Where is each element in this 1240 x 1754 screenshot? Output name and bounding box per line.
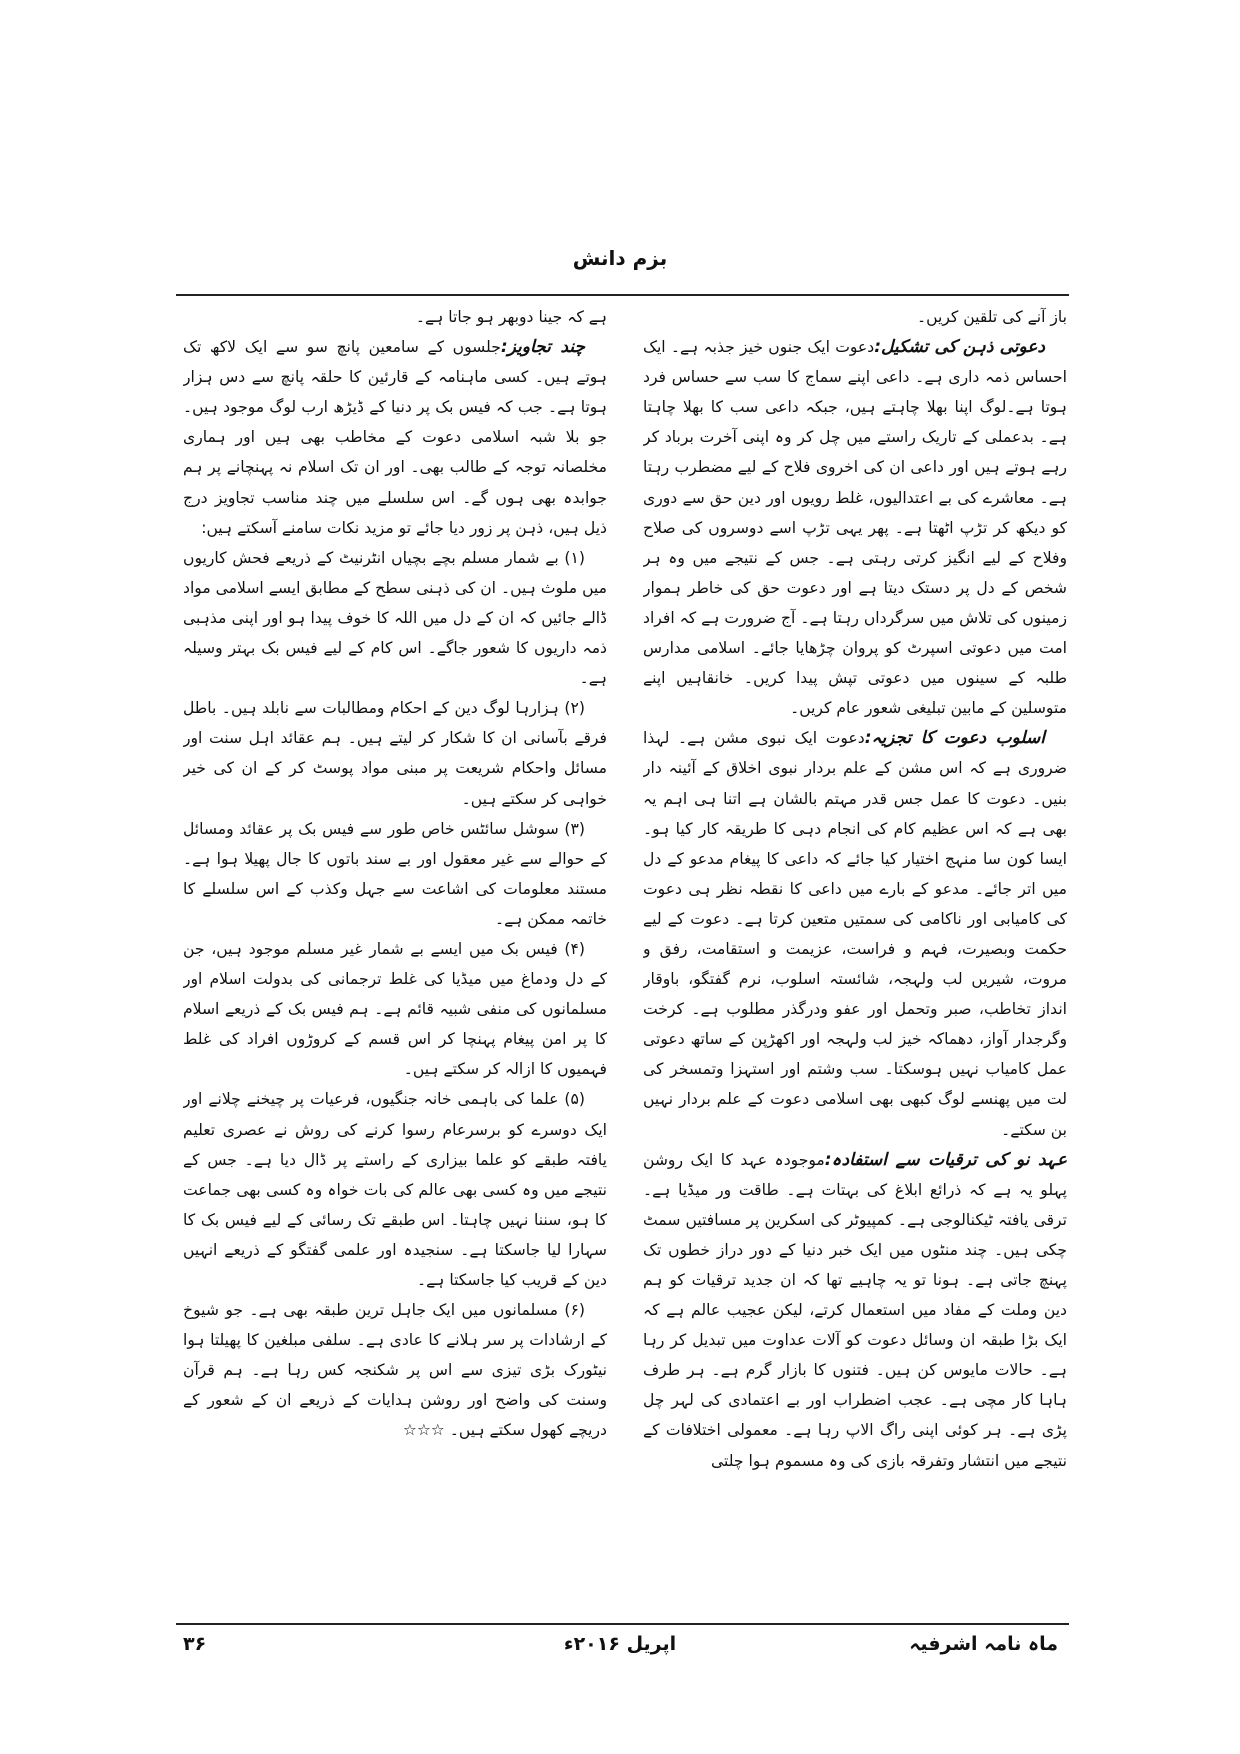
page-number: ۳۶	[183, 1633, 207, 1655]
paragraph-text: باز آنے کی تلقین کریں۔	[916, 308, 1067, 326]
header-rule	[176, 294, 1069, 296]
paragraph-text: موجودہ عہد کا ایک روشن پہلو یہ ہے کہ ذرائع ابلاغ کی بہتات ہے۔ طاقت ور میڈیا ہے۔ ترقی یافتہ ٹیکنالوجی ہے۔ کمپیوٹر کی اسکرین پر مسافتیں سمٹ چکی ہیں۔ چند منٹوں میں ایک خبر دنیا کے دور دراز خطوں تک پہنچ جاتی ہے۔ ہونا تو یہ چاہیے تھا کہ ان جدید ترقیات کو ہم دین وملت کے مفاد میں استعمال کرتے، لیکن عجیب عالم ہے کہ ایک بڑا طبقہ ان وسائل دعوت کو آلات عداوت میں تبدیل کر رہا ہے۔ حالات مایوس کن ہیں۔ فتنوں کا بازار گرم ہے۔ ہر طرف ہاہا کار مچی ہے۔ عجب اضطراب اور بے اعتمادی کی لہر چل پڑی ہے۔ ہر کوئی اپنی راگ الاپ رہا ہے۔ معمولی اختلافات کے نتیجے میں انتشار وتفرقہ بازی کی وہ مسموم ہوا چلتی	[643, 1150, 1067, 1470]
issue-date: اپریل ۲۰۱۶ء	[563, 1633, 677, 1655]
list-item-text: (۴) فیس بک میں ایسے بے شمار غیر مسلم موجود ہیں، جن کے دل ودماغ میں میڈیا کی غلط ترجمانی کی بدولت اسلام اور مسلمانوں کی منفی شبیہ قائم ہے۔ ہم فیس بک کے ذریعے اسلام کا پر امن پیغام پہنچا کر اس قسم کے کروڑوں افراد کی غلط فہمیوں کا ازالہ کر سکتے ہیں۔	[183, 939, 607, 1079]
list-item	[183, 814, 607, 934]
list-item-text: (۱) بے شمار مسلم بچے بچیاں انٹرنیٹ کے ذریعے فحش کاریوں میں ملوث ہیں۔ ان کی ذہنی سطح کے مطابق ایسے اسلامی مواد ڈالے جائیں کہ ان کے دل میں اللہ کا خوف پیدا ہو اور اپنی مذہبی ذمہ داریوں کا شعور جاگے۔ اس کام کے لیے فیس بک بہتر وسیلہ ہے۔	[183, 548, 607, 688]
paragraph-text: دعوت ایک نبوی مشن ہے۔ لہذا ضروری ہے کہ اس مشن کے علم بردار نبوی اخلاق کے آئینہ دار بنیں۔ دعوت کا عمل جس قدر مہتم بالشان ہے اتنا ہی اہم یہ بھی ہے کہ اس عظیم کام کی انجام دہی کا طریقہ کار کیا ہو۔ ایسا کون سا منہج اختیار کیا جائے کہ داعی کا پیغام مدعو کے دل میں اتر جائے۔ مدعو کے بارے میں داعی کا نقطہ نظر ہی دعوت کی کامیابی اور ناکامی کی سمتیں متعین کرتا ہے۔ دعوت کے لیے حکمت وبصیرت، فہم و فراست، عزیمت و استقامت، رفق و مروت، شیریں لب ولہجہ، شائستہ اسلوب، نرم گفتگو، باوقار انداز تخاطب، صبر وتحمل اور عفو ودرگذر مطلوب ہے۔ کرخت وگرجدار آواز، دھماکہ خیز لب ولہجہ اور اکھڑپن کے ساتھ دعوتی عمل کامیاب نہیں ہوسکتا۔ سب وشتم اور استہزا وتمسخر کی لت میں پھنسے لوگ کبھی بھی اسلامی دعوت کے علم بردار نہیں بن سکتے۔	[643, 729, 1067, 1139]
list-item-text: (۲) ہزارہا لوگ دین کے احکام ومطالبات سے نابلد ہیں۔ باطل فرقے بآسانی ان کا شکار کر لیتے ہیں۔ ہم عقائد اہل سنت اور مسائل واحکام شریعت پر مبنی مواد پوسٹ کر کے ان کی خیر خواہی کر سکتے ہیں۔	[183, 699, 607, 808]
paragraph	[183, 302, 607, 332]
list-item-text: (۳) سوشل سائٹس خاص طور سے فیس بک پر عقائد ومسائل کے حوالے سے غیر معقول اور بے سند باتوں کا جال پھیلا ہوا ہے۔ مستند معلومات کی اشاعت سے جہل وکذب کے اس سلسلے کا خاتمہ ممکن ہے۔	[183, 819, 607, 928]
paragraph	[643, 723, 1067, 1144]
list-item-text: (۵) علما کی باہمی خانہ جنگیوں، فرعیات پر چیخنے چلانے اور ایک دوسرے کو برسرعام رسوا کرنے کی روش نے عصری تعلیم یافتہ طبقے کو علما بیزاری کے راستے پر ڈال دیا ہے۔ جس کے نتیجے میں وہ کسی بھی عالم کی بات خواہ وہ کسی بھی جماعت کا ہو، سننا نہیں چاہتا۔ اس طبقے تک رسائی کے لیے فیس بک کا سہارا لیا جاسکتا ہے۔ سنجیدہ اور علمی گفتگو کے ذریعے انہیں دین کے قریب کیا جاسکتا ہے۔	[183, 1090, 607, 1289]
list-item-text: (۶) مسلمانوں میں ایک جاہل ترین طبقہ بھی ہے۔ جو شیوخ کے ارشادات پر سر ہلانے کا عادی ہے۔ سلفی مبلغین کا پھیلتا ہوا نیٹورک بڑی تیزی سے اس پر شکنجہ کس رہا ہے۔ ہم قرآن وسنت کی واضح اور روشن ہدایات کے ذریعے ان کے شعور کے دریچے کھول سکتے ہیں۔ ☆☆☆	[183, 1301, 607, 1440]
list-item	[183, 543, 607, 693]
list-item	[183, 693, 607, 813]
paragraph-heading: اسلوب دعوت کا تجزیہ:	[864, 728, 1045, 749]
footer-rule	[176, 1623, 1069, 1625]
paragraph	[643, 332, 1067, 723]
paragraph-heading: دعوتی ذہن کی تشکیل:	[874, 337, 1046, 358]
list-item	[183, 934, 607, 1084]
paragraph	[643, 302, 1067, 332]
magazine-name: ماہ نامہ اشرفیہ	[909, 1633, 1058, 1655]
paragraph-text: جلسوں کے سامعین پانچ سو سے ایک لاکھ تک ہوتے ہیں۔ کسی ماہنامہ کے قارئین کا حلقہ پانچ سے دس ہزار ہوتا ہے۔ جب کہ فیس بک پر دنیا کے ڈیڑھ ارب لوگ موجود ہیں۔ جو بلا شبہ اسلامی دعوت کے مخاطب بھی ہیں اور ہماری مخلصانہ توجہ کے طالب بھی۔ اور ان تک اسلام نہ پہنچانے پر ہم جوابدہ بھی ہوں گے۔ اس سلسلے میں چند مناسب تجاویز درج ذیل ہیں، ذہن پر زور دیا جائے تو مزید نکات سامنے آسکتے ہیں:	[183, 338, 607, 537]
left-column	[183, 302, 607, 1618]
right-column	[643, 302, 1067, 1618]
paragraph	[643, 1145, 1067, 1476]
paragraph-text: ہے کہ جینا دوبھر ہو جاتا ہے۔	[415, 308, 607, 326]
paragraph-text: دعوت ایک جنوں خیز جذبہ ہے۔ ایک احساس ذمہ داری ہے۔ داعی اپنے سماج کا سب سے حساس فرد ہوتا ہے۔لوگ اپنا بھلا چاہتے ہیں، جبکہ داعی سب کا بھلا چاہتا ہے۔ بدعملی کے تاریک راستے میں چل کر وہ اپنی آخرت برباد کر رہے ہوتے ہیں اور داعی ان کی اخروی فلاح کے لیے مضطرب رہتا ہے۔ معاشرے کی بے اعتدالیوں، غلط رویوں اور دین حق سے دوری کو دیکھ کر تڑپ اٹھتا ہے۔ پھر یہی تڑپ اسے دوسروں کی صلاح وفلاح کے لیے انگیز کرتی رہتی ہے۔ جس کے نتیجے میں وہ ہر شخص کے دل پر دستک دیتا ہے اور دعوت حق کی خاطر ہموار زمینوں کی تلاش میں سرگرداں رہتا ہے۔ آج ضرورت ہے کہ افراد امت میں دعوتی اسپرٹ کو پروان چڑھایا جائے۔ اسلامی مدارس طلبہ کے سینوں میں دعوتی تپش پیدا کریں۔ خانقاہیں اپنے متوسلین کے مابین تبلیغی شعور عام کریں۔	[643, 338, 1067, 718]
paragraph-heading: چند تجاویز:	[500, 337, 585, 358]
paragraph	[183, 332, 607, 543]
list-item	[183, 1295, 607, 1445]
paragraph-heading: عہد نو کی ترقیات سے استفادہ:	[824, 1149, 1067, 1170]
section-title: بزم دانش	[572, 246, 668, 270]
list-item	[183, 1084, 607, 1295]
